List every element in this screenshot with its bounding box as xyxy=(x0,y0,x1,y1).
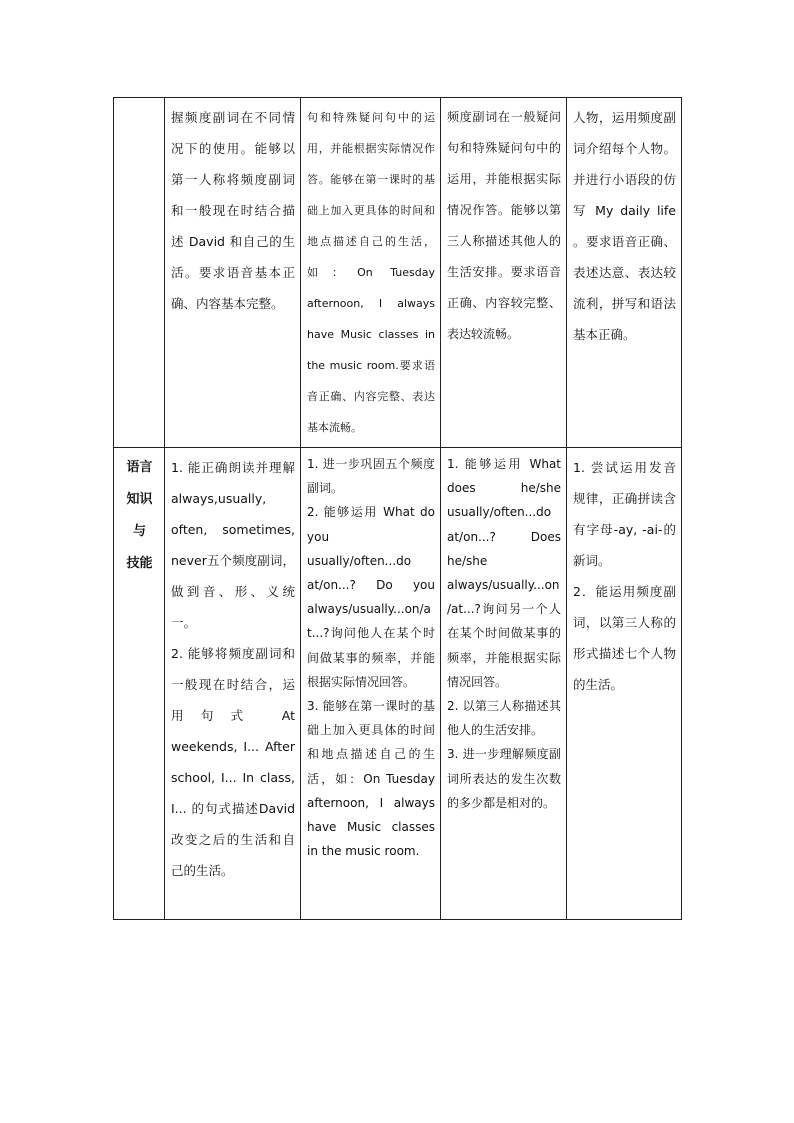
table-row xyxy=(114,98,682,448)
row-header-line: 语言 xyxy=(126,460,153,475)
cell-text: 1. 尝试运用发音规律，正确拼读含有字母-ay, -ai-的新词。 2．能运用频度副词，以第三人称的形式描述七个人物的生活。 xyxy=(573,460,676,692)
curriculum-table xyxy=(113,97,682,920)
table-cell xyxy=(301,98,441,448)
table-cell xyxy=(567,448,682,920)
cell-text: 句和特殊疑问句中的运用，并能根据实际情况作答。能够在第一课时的基础上加入更具体的时间和地点描述自己的生活，如：On Tuesday afternoon, I always have Music classes in the music room.要求语音正确、内容完整、表达基本流畅。 xyxy=(307,111,439,434)
cell-text: 1. 能正确朗读并理解 always,usually, often, sometimes, never五个频度副词，做到音、形、义统一。 2. 能够将频度副词和一般现在时结合，运用句式 At weekends, I... After school, I... In class, I... 的句式描述David改变之后的生活和自己的生活。 xyxy=(171,460,295,878)
table-cell xyxy=(165,98,301,448)
row-header-line: 技能 xyxy=(126,556,153,571)
row-header-cell xyxy=(114,98,165,448)
table-cell xyxy=(301,448,441,920)
row-header-line: 知识 xyxy=(126,492,153,507)
cell-text: 1. 能够运用 What does he/she usually/often...do at/on...? Does he/she always/usually...on/at...?询问另一个人在某个时间做某事的频率，并能根据实际情况回答。 2. 以第三人称描述其他人的生活安排。 3. 进一步理解频度副词所表达的发生次数的多少都是相对的。 xyxy=(447,457,561,810)
table-cell xyxy=(567,98,682,448)
table-row xyxy=(114,448,682,920)
row-header-cell xyxy=(114,448,165,920)
row-header-line: 与 xyxy=(132,524,146,539)
cell-text: 握频度副词在不同情况下的使用。能够以第一人称将频度副词和一般现在时结合描述 David 和自己的生活。要求语音基本正确、内容基本完整。 xyxy=(171,110,295,311)
table-cell xyxy=(441,98,567,448)
cell-text: 1. 进一步巩固五个频度副词。 2. 能够运用 What do you usually/often...do at/on...? Do you always/usually...on/at...?询问他人在某个时间做某事的频率，并能根据实际情况回答。 3. 能够在第一课时的基础上加入更具体的时间和地点描述自己的生活，如：On Tuesday afternoon, I always have Music classes in the music room. xyxy=(307,457,435,859)
table-cell xyxy=(165,448,301,920)
table-cell xyxy=(441,448,567,920)
cell-text: 频度副词在一般疑问句和特殊疑问句中的运用，并能根据实际情况作答。能够以第三人称描述其他人的生活安排。要求语音正确、内容较完整、表达较流畅。 xyxy=(447,110,561,341)
cell-text: 人物，运用频度副词介绍每个人物。并进行小语段的仿写 My daily life 。要求语音正确、表述达意、表达较流利，拼写和语法基本正确。 xyxy=(573,110,680,342)
